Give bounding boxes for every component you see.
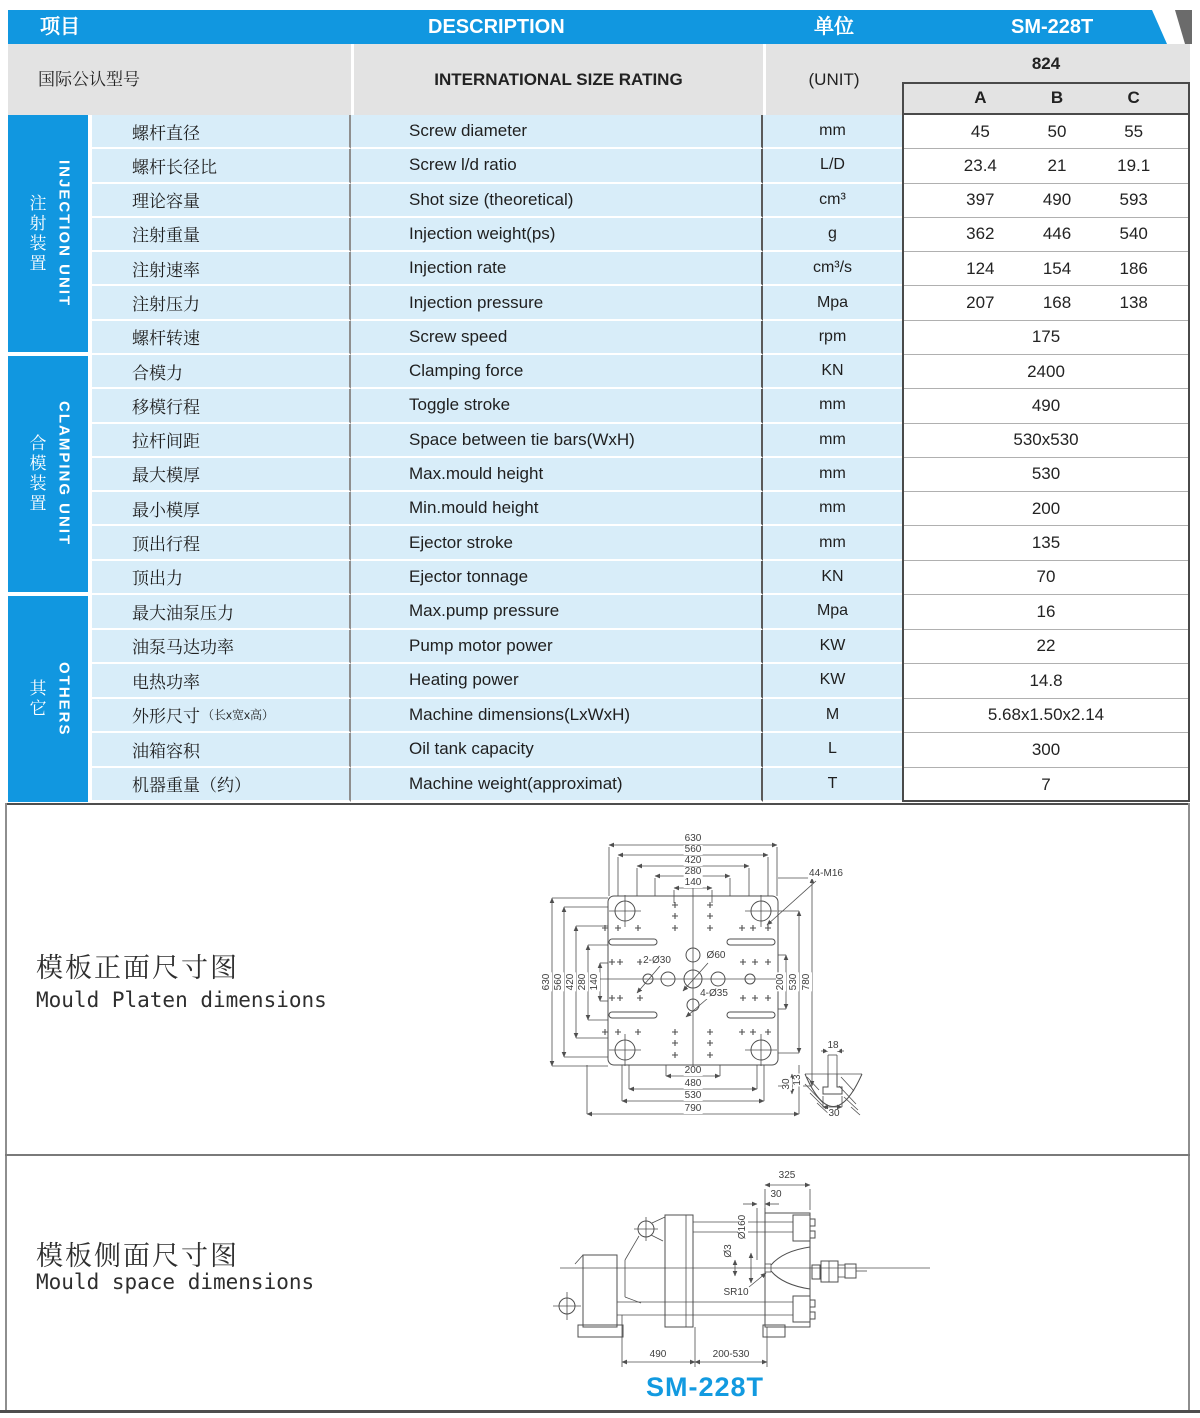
table-row [8,424,1192,458]
value-cell: 14.8 [1029,670,1063,690]
dim-label: 325 [778,1170,796,1181]
row-description-en: Machine weight(approximat) [351,768,763,803]
row-label-cn: 合模力 [92,355,351,389]
row-values [902,699,1190,734]
subheader-item-label: 国际公认型号 [38,70,140,89]
table-row [8,699,1192,734]
row-unit: KW [763,630,902,665]
table-row [8,768,1192,803]
diagram-divider-line [5,1154,1190,1156]
dim-label: 530 [788,973,799,991]
row-values [902,664,1190,699]
row-label-cn: 油箱容积 [92,733,351,768]
row-description-en: Screw speed [351,321,763,355]
row-values [902,286,1190,320]
subheader-description-label: INTERNATIONAL SIZE RATING [434,70,683,89]
table-row [8,458,1192,492]
row-unit: cm³ [763,184,902,218]
model-footer: SM-228T [645,1372,765,1402]
row-values [902,389,1190,423]
row-unit: M [763,699,902,734]
value-cell: 124 [966,258,995,278]
row-values [902,492,1190,526]
row-label-cn: 注射速率 [92,252,351,286]
value-cell: 138 [1119,293,1148,313]
row-unit: L/D [763,149,902,183]
table-row [8,115,1192,149]
table-row [8,389,1192,423]
value-cell: 135 [1031,533,1061,553]
value-cell: 530x530 [1013,430,1079,450]
value-cell: 5.68x1.50x2.14 [987,705,1105,725]
dim-label: 280 [684,866,702,877]
row-description-en: Heating power [351,664,763,699]
dim-label: 140 [589,973,600,991]
value-cell: 154 [1042,258,1072,278]
row-description-en: Min.mould height [351,492,763,526]
value-cell: 23.4 [963,155,997,175]
row-label-cn: 最大油泵压力 [92,595,351,630]
value-cell: 186 [1119,258,1148,278]
dim-label: 200 [775,973,786,991]
dim-label: 420 [565,973,576,991]
table-row [8,664,1192,699]
dim-label: 560 [553,973,564,991]
row-description-en: Shot size (theoretical) [351,184,763,218]
row-label-cn: 注射重量 [92,218,351,252]
value-cell: 200 [1031,498,1061,518]
side-caption-cn: 模板侧面尺寸图 [36,1241,239,1272]
row-description-en: Ejector stroke [351,526,763,560]
row-unit: T [763,768,902,803]
dim-label: 560 [684,844,702,855]
row-description-en: Toggle stroke [351,389,763,423]
value-cell: 55 [1124,121,1144,141]
row-unit: Mpa [763,595,902,630]
value-cell: 70 [1036,567,1056,587]
row-label-cn: 注射压力 [92,286,351,320]
row-values [902,768,1190,803]
table-row [8,595,1192,630]
table-row [8,733,1192,768]
row-description-en: Clamping force [351,355,763,389]
value-cell: 490 [1031,395,1061,415]
dim-label: 530 [684,1090,702,1101]
row-label-cn: 顶出力 [92,561,351,595]
dim-label: 140 [684,877,702,888]
row-label-cn: 外形尺寸 （长x宽x高） [92,699,351,734]
row-values [902,561,1190,595]
row-values [902,355,1190,389]
row-unit: g [763,218,902,252]
row-values [902,115,1190,149]
value-cell: 19.1 [1117,155,1151,175]
sidebar-label-cn: 合模装置 [26,434,46,514]
dim-label: 30 [770,1189,782,1200]
row-values [902,595,1190,630]
value-cell: 22 [1036,636,1056,656]
platen-caption-en: Mould Platen dimensions [36,988,327,1012]
row-unit: mm [763,526,902,560]
value-cell: 490 [1042,190,1072,210]
row-label-cn: 机器重量（约） [92,768,351,803]
sidebar-label-cn: 注射装置 [26,193,46,274]
table-row [8,561,1192,595]
table-row [8,526,1192,560]
dim-label: 780 [801,973,812,991]
row-unit: mm [763,424,902,458]
row-description-en: Max.mould height [351,458,763,492]
row-description-en: Injection weight(ps) [351,218,763,252]
dim-label: 13 [792,1074,803,1086]
dim-label: 480 [684,1078,702,1089]
row-label-cn: 最小模厚 [92,492,351,526]
sidebar-label-en: CLAMPING UNIT [55,401,73,547]
row-description-en: Ejector tonnage [351,561,763,595]
dim-label: 790 [684,1103,702,1114]
row-label-cn: 移模行程 [92,389,351,423]
row-unit: mm [763,492,902,526]
row-description-en: Screw l/d ratio [351,149,763,183]
row-description-en: Oil tank capacity [351,733,763,768]
dim-label: Ø160 [737,1214,748,1240]
row-values [902,149,1190,183]
value-cell: 530 [1031,464,1061,484]
row-values [902,252,1190,286]
row-values [902,321,1190,355]
table-row [8,321,1192,355]
row-unit: Mpa [763,286,902,320]
page-bottom-border [0,1410,1200,1413]
row-label-cn: 理论容量 [92,184,351,218]
row-unit: KW [763,664,902,699]
row-unit: mm [763,115,902,149]
row-description-en: Max.pump pressure [351,595,763,630]
mould-platen-diagram [540,815,920,1145]
table-header-bar [8,10,1192,44]
dim-label: 18 [827,1040,839,1051]
diagram-box-right-border [1188,803,1190,1411]
row-label-cn: 顶出行程 [92,526,351,560]
row-label-cn: 螺杆转速 [92,321,351,355]
row-unit: rpm [763,321,902,355]
dim-label: Ø3 [723,1244,734,1258]
row-values [902,218,1190,252]
row-label-cn: 油泵马达功率 [92,630,351,665]
row-unit: KN [763,561,902,595]
row-values [902,733,1190,768]
side-caption-en: Mould space dimensions [36,1270,315,1294]
dim-label: 630 [684,833,702,844]
row-unit: mm [763,458,902,492]
table-row [8,252,1192,286]
table-row [8,218,1192,252]
variant-label: A [974,87,987,107]
header-col-description: DESCRIPTION [428,16,565,38]
dim-label: SR10 [723,1287,749,1298]
variant-label: C [1127,87,1140,107]
row-unit: KN [763,355,902,389]
table-row [8,286,1192,320]
row-description-en: Space between tie bars(WxH) [351,424,763,458]
row-description-en: Injection pressure [351,286,763,320]
dim-label: 4-Ø35 [700,988,728,999]
value-cell: 21 [1047,155,1067,175]
value-cell: 593 [1119,190,1148,210]
row-unit: mm [763,389,902,423]
row-label-cn: 最大模厚 [92,458,351,492]
row-values [902,458,1190,492]
diagram-box-left-border [5,803,7,1411]
header-col-unit: 单位 [814,16,854,38]
dim-label: 420 [684,855,702,866]
row-values [902,526,1190,560]
value-cell: 446 [1042,224,1072,244]
dim-label: 2-Ø30 [643,955,671,966]
dim-label: 280 [577,973,588,991]
dim-label: 630 [541,973,552,991]
value-cell: 50 [1047,121,1067,141]
sidebar-label-en: INJECTION UNIT [55,159,73,308]
dim-label: 200-530 [712,1349,750,1360]
platen-caption-cn: 模板正面尺寸图 [36,953,239,984]
dim-label: 30 [828,1108,840,1119]
value-cell: 207 [966,293,995,313]
row-label-cn: 螺杆长径比 [92,149,351,183]
dim-label: Ø60 [706,950,726,961]
row-unit: cm³/s [763,252,902,286]
value-cell: 540 [1119,224,1148,244]
row-values [902,630,1190,665]
row-description-en: Machine dimensions(LxWxH) [351,699,763,734]
table-row [8,492,1192,526]
table-row [8,630,1192,665]
value-cell: 16 [1036,601,1056,621]
table-row [8,355,1192,389]
row-label-cn: 拉杆间距 [92,424,351,458]
table-row [8,184,1192,218]
row-values [902,424,1190,458]
value-cell: 168 [1042,293,1072,313]
dim-label: 30 [781,1078,792,1090]
row-values [902,184,1190,218]
variant-label: B [1050,87,1064,107]
spec-table [8,87,1192,802]
diagram-box-top-border [5,803,1190,805]
row-label-cn: 螺杆直径 [92,115,351,149]
variant-header-row [902,82,1190,115]
sidebar-label-en: OTHERS [55,661,73,737]
row-label-cn: 电热功率 [92,664,351,699]
dim-label: 490 [649,1349,667,1360]
value-cell: 362 [966,224,995,244]
row-description-en: Injection rate [351,252,763,286]
dim-label: 44-M16 [809,868,843,879]
dim-label: 200 [684,1065,702,1076]
row-label-note: （长x宽x高） [202,708,275,723]
header-col-item: 项目 [40,16,80,38]
sidebar-label-cn: 其它 [26,679,46,719]
table-row [8,149,1192,183]
row-description-en: Pump motor power [351,630,763,665]
value-cell: 2400 [1027,361,1065,381]
value-cell: 300 [1031,739,1061,759]
value-cell: 175 [1031,327,1061,347]
header-model: SM-228T [1011,16,1094,38]
value-cell: 397 [966,190,995,210]
row-unit: L [763,733,902,768]
row-description-en: Screw diameter [351,115,763,149]
value-cell: 45 [970,121,990,141]
subheader-unit-label: (UNIT) [808,70,860,89]
subheader-size-rating: 824 [1031,54,1061,73]
value-cell: 7 [1041,774,1051,794]
